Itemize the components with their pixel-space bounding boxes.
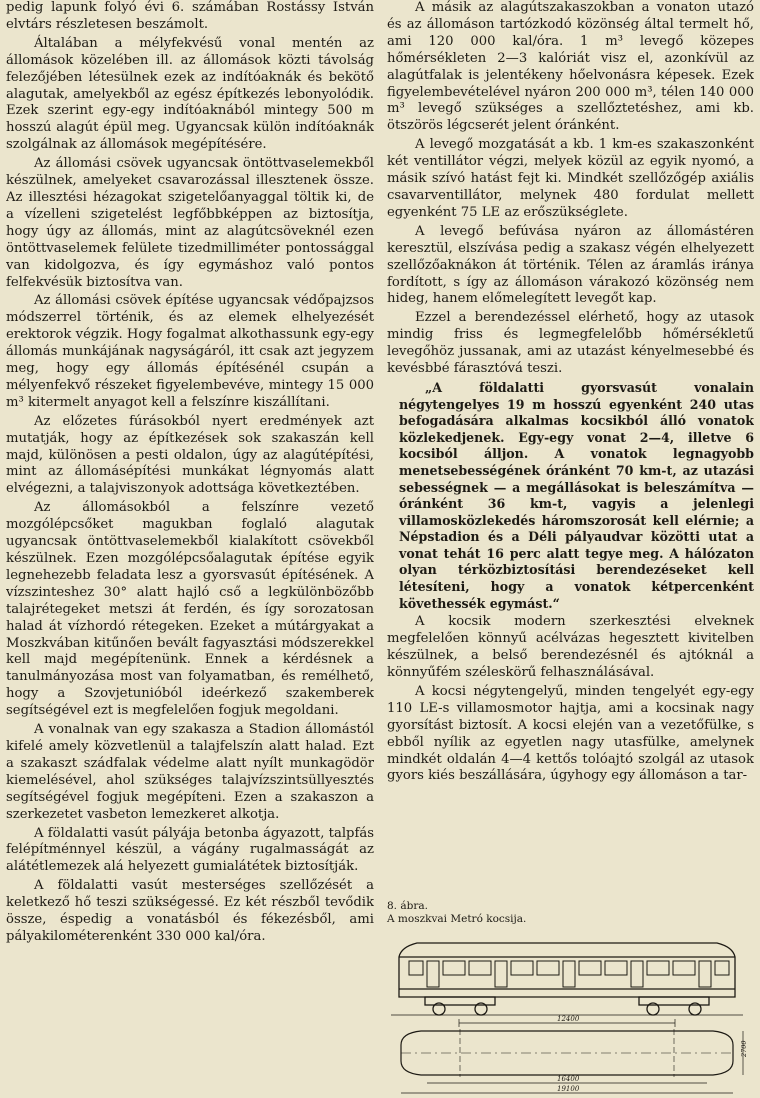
paragraph: Az állomási csövek ugyancsak öntöttvaselemekből készülnek, amelyeket csavarozással illesztenek össze. Az illesztési hézagokat szigetelőanyaggal töltik ki, de a vízelleni szigetelést legfőbbképpen az biztosítja, hogy úgy az állomás, mint az alagútcsöveknél ezen öntöttvaselemek felülete tizedmilliméter pontossággal van kidolgozva, és így egymáshoz való pontos felfekvésük biztosítva van.: [6, 156, 374, 290]
paragraph: A levegő befúvása nyáron az állomástéren keresztül, elszívása pedig a szakasz végén elhelyezett szellőzőaknákon át történik. Télen az áramlás iránya fordított, s így az állomáson várakozó közönség nem hideg, hanem előmelegített levegőt kap.: [387, 223, 754, 307]
dimension-label-lower: 16400: [557, 1075, 580, 1083]
car-side-view: [391, 943, 743, 1015]
paragraph: Ezzel a berendezéssel elérhető, hogy az utasok mindig friss és legmegfelelőbb hőmérsékletű levegőhöz jussanak, ami az utazást kényelmesebbé és kevésbbé fárasztóvá teszi.: [387, 310, 754, 377]
dimension-label-side: 2700: [740, 1040, 748, 1057]
paragraph: Általában a mélyfekvésű vonal mentén az állomások közelében ill. az állomások közti távolság felezőjében létesülnek ezek az indítóaknák és bekötő alagutak, amelyekből az egész építkezés lebonyolódik. Ezek szerint egy-egy indítóaknából mintegy 500 m hosszú alagút épül meg. Ugyancsak külön indítóaknák szolgálnak az állomások megépítésére.: [6, 35, 374, 153]
paragraph: Az állomási csövek építése ugyancsak védőpajzsos módszerrel történik, és az elemek elhelyezését erektorok végzik. Hogy fogalmat alkothassunk egy-egy állomás munkájának nagyságáról, itt csak azt jegyzem meg, hogy egy állomás építésénél csupán a mélyenfekvő részeket figyelembevéve, mintegy 15 000 m³ kitermelt anyagot kell a felszínre kiszállítani.: [6, 293, 374, 410]
paragraph: A földalatti vasút mesterséges szellőzését a keletkező hő teszi szükségessé. Ez két részből tevődik össze, éspedig a vonatásból és fékezésből, ami pályakilométerenként 330 000 kal/óra.: [6, 878, 374, 944]
metro-car-drawing: [387, 927, 754, 1097]
figure-number: 8. ábra.: [387, 900, 428, 912]
dimension-label-total: 19100: [557, 1085, 580, 1093]
dimension-label-upper: 12400: [557, 1015, 580, 1023]
paragraph: A kocsi négytengelyű, minden tengelyét egy-egy 110 LE-s villamosmotor hajtja, ami a kocsinak nagy gyorsítást biztosít. A kocsi elején van a vezetőfülke, s ebből nyílik az egyetlen nagy utasfülke, amelynek mindkét oldalán 4—4 kettős tolóajtó szolgál az utasok gyors kiés beszállására, úgyhogy egy állomáson a tar-: [387, 683, 754, 784]
paragraph: pedig lapunk folyó évi 6. számában Rostássy István elvtárs részletesen beszámolt.: [6, 0, 374, 32]
left-text-column: [6, 0, 374, 1098]
metro-car-figure: [387, 900, 754, 1098]
paragraph: Az állomásokból a felszínre vezető mozgólépcsőket magukban foglaló alagutak ugyancsak öntöttvaselemekből kialakított csövekből készülnek. Ezen mozgólépcsőalagutak építése egyik legnehezebb feladata lesz a gyorsvasút építésének. A vízszinteshez 30° alatt hajló cső a legkülönbözőbb talajrétegeket metszi át ferdén, és így sorozatosan halad át vízhordó rétegeken. Ezeket a mútárgyakat a Moszkvában kitűnően bevált fagyasztási módszerekkel kell majd megépítenünk. Ennek a kérdésnek a tanulmányozása most van folyamatban, és remélhető, hogy a Szovjetunióból ideérkező szakemberek segítségével ezt is megfelelően fogjuk megoldani.: [6, 500, 374, 719]
right-text-column: [387, 0, 754, 898]
paragraph: Az előzetes fúrásokból nyert eredmények azt mutatják, hogy az építkezések sok szakaszán kell majd, különösen a pesti oldalon, úgy az alagútépítési, mint az állomásépítési munkákat légnyomás alatt elvégezni, a talajviszonyok adottsága következtében.: [6, 413, 374, 497]
paragraph: A levegő mozgatását a kb. 1 km-es szakaszonként két ventillátor végzi, melyek közül az egyik nyomó, a másik szívó hatást fejt ki. Mindkét szellőzőgép axiális csavarventillátor, melynek 480 fordulat mellett egyenként 75 LE az erőszükséglete.: [387, 137, 754, 220]
paragraph: A földalatti vasút pályája betonba ágyazott, talpfás felépítménnyel készül, a vágány rugalmasságát az alátétlemezek alá helyezett gumialátétek biztosítják.: [6, 825, 374, 875]
figure-caption: A moszkvai Metró kocsija.: [387, 912, 527, 925]
paragraph: A kocsik modern szerkesztési elveknek megfelelően könnyű acélvázas hegesztett kivitelben készülnek, a belső berendezésnél és ajtóknál a könnyűfém széleskörű felhasználásával.: [387, 614, 754, 680]
car-plan-view: [401, 1029, 743, 1077]
paragraph: A vonalnak van egy szakasza a Stadion állomástól kifelé amely közvetlenül a talajfelszín alatt halad. Ezt a szakaszt szádfalak védelme alatt nyílt munkagödör kiemelésével, ahol szükséges talajvízszintsüllyesztés segítségével fogjuk megépíteni. Ezen a szakaszon a szerkezetet vasbeton lemezkeret alkotja.: [6, 722, 374, 822]
quoted-resolution-paragraph: „A földalatti gyorsvasút vonalain négytengelyes 19 m hosszú egyenként 240 utas befogadására alkalmas kocsikból álló vonatok közlekedjenek. Egy-egy vonat 2—4, illetve 6 kocsiból álljon. A vonatok legnagyobb menetsebességének óránként 70 km-t, az utazási sebességnek — a megállásokat is beleszámítva — óránként 36 km-t, vagyis a jelenlegi villamosközlekedés háromszorosát kell elérnie; a Népstadion és a Déli pályaudvar közötti utat a vonat tehát 16 perc alatt tegye meg. A hálózaton olyan térközbiztosítási berendezéseket kell létesíteni, hogy a vonatok kétpercenként követhessék egymást.“: [399, 379, 754, 611]
paragraph: A másik az alagútszakaszokban a vonaton utazó és az állomáson tartózkodó közönség által termelt hő, ami 120 000 kal/óra. 1 m³ levegő közepes hőmérsékleten 2—3 kalóriát visz el, azonkívül az alagútfalak is jelentékeny hőelvonásra képesek. Ezek figyelembevételével nyáron 200 000 m³, télen 140 000 m³ levegő szükséges a szellőztetéshez, ami kb. ötszörös légcserét jelent óránként.: [387, 0, 754, 134]
